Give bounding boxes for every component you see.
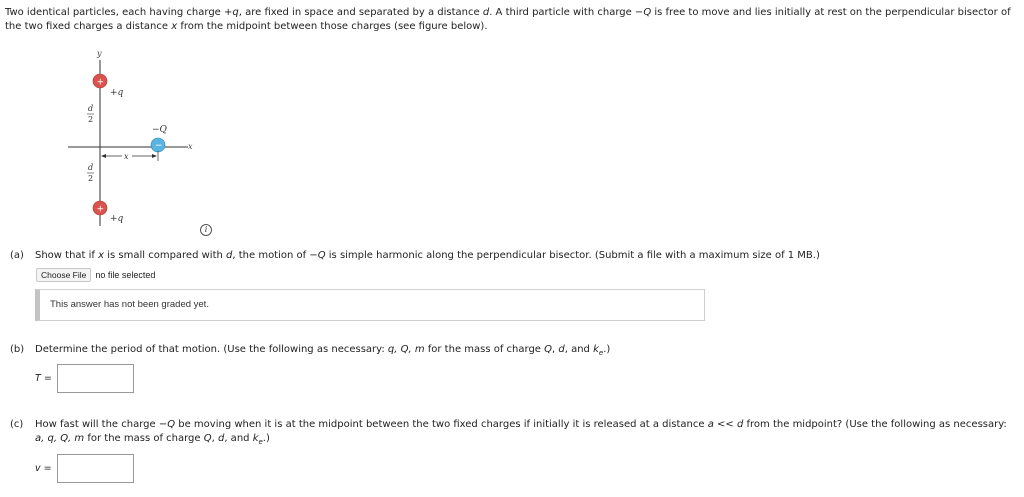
var-k: k	[252, 433, 259, 444]
var-d: d	[558, 344, 565, 355]
part-b-label: (b)	[10, 344, 25, 355]
part-b-text: ,	[552, 344, 559, 355]
part-a-question	[10, 249, 820, 263]
intro-text: is free to move and lies initially at rest on the perpendicular bisector of the two fixed charges a distance	[5, 7, 1011, 32]
part-a-text: Show that if	[35, 250, 99, 261]
var-d: d	[482, 7, 490, 18]
var-q: q	[232, 7, 239, 18]
var-d: d	[217, 433, 225, 444]
var-Q: Q	[167, 419, 176, 430]
part-c-text: from the midpoint? (Use the following as necessary:	[743, 419, 1007, 430]
part-c-question	[10, 418, 1020, 449]
part-b-text: for the mass of charge	[424, 344, 545, 355]
speed-answer-input[interactable]	[57, 454, 134, 483]
part-c-text: , and	[224, 433, 253, 444]
plus-sign-icon: +	[96, 204, 105, 215]
bottom-charge-label: +q	[110, 214, 124, 224]
moving-charge-label: −Q	[152, 125, 167, 135]
part-c-text: for the mass of charge	[84, 433, 204, 444]
var-a: a	[707, 419, 714, 430]
x-axis-label: x	[188, 142, 193, 151]
var-d: d	[736, 419, 744, 430]
graded-status-box	[35, 289, 705, 321]
speed-answer-label: v =	[35, 463, 52, 474]
var-Q: Q	[544, 344, 553, 355]
part-c-text: How fast will the charge −	[35, 419, 168, 430]
part-a-text: is small compared with	[104, 250, 227, 261]
problem-statement	[5, 6, 1020, 34]
var-d: d	[226, 250, 233, 261]
top-charge-label: +q	[110, 88, 124, 98]
x-distance-label: x	[124, 152, 129, 161]
part-c-text: .)	[262, 433, 270, 444]
part-c-text: ,	[211, 433, 218, 444]
var-Q: Q	[203, 433, 212, 444]
var-x: x	[98, 250, 105, 261]
arrow-right-icon	[152, 154, 157, 158]
part-b-text: , and	[564, 344, 594, 355]
minus-sign-icon: −	[155, 141, 163, 151]
part-b-question	[10, 343, 610, 360]
graded-status-text: This answer has not been graded yet.	[50, 299, 209, 310]
no-file-status: no file selected	[95, 270, 156, 280]
half-d-top-numerator: d	[88, 104, 94, 113]
period-answer-label: T =	[35, 373, 52, 384]
intro-text: , are fixed in space and separated by a distance	[238, 7, 483, 18]
part-a-text: , the motion of −	[232, 250, 318, 261]
intro-text: . A third particle with charge −	[489, 7, 644, 18]
half-d-bottom-denominator: 2	[88, 174, 94, 183]
charge-figure	[60, 44, 210, 234]
var-k-subscript: e	[258, 438, 263, 446]
part-a-label: (a)	[10, 250, 24, 261]
info-icon[interactable]: i	[200, 224, 212, 236]
period-answer-input[interactable]	[57, 364, 134, 393]
var-list: a, q, Q, m	[35, 433, 85, 444]
var-x: x	[171, 21, 178, 32]
intro-text: Two identical particles, each having charge +	[5, 7, 233, 18]
part-b-text: Determine the period of that motion. (Use the following as necessary:	[35, 344, 388, 355]
var-k-subscript: e	[598, 349, 604, 357]
part-c-text: be moving when it is at the midpoint between the two fixed charges if initially it is released at a distance	[175, 419, 708, 430]
part-b-text: .)	[603, 344, 611, 355]
plus-sign-icon: +	[96, 77, 105, 88]
intro-text: from the midpoint between those charges (see figure below).	[177, 21, 488, 32]
part-c-text: <<	[713, 419, 737, 430]
half-d-bottom-numerator: d	[88, 163, 94, 172]
half-d-top-denominator: 2	[88, 115, 94, 124]
arrow-left-icon	[101, 154, 106, 158]
var-Q: Q	[317, 250, 326, 261]
var-list: q, Q, m	[387, 344, 425, 355]
file-upload-row	[36, 268, 155, 282]
y-axis-label: y	[97, 49, 102, 58]
part-c-label: (c)	[10, 419, 24, 430]
choose-file-button[interactable]: Choose File	[36, 268, 91, 282]
part-a-text: is simple harmonic along the perpendicular bisector. (Submit a file with a maximum size of 1 MB.)	[325, 250, 820, 261]
var-Q: Q	[643, 7, 652, 18]
var-k: k	[593, 344, 599, 355]
